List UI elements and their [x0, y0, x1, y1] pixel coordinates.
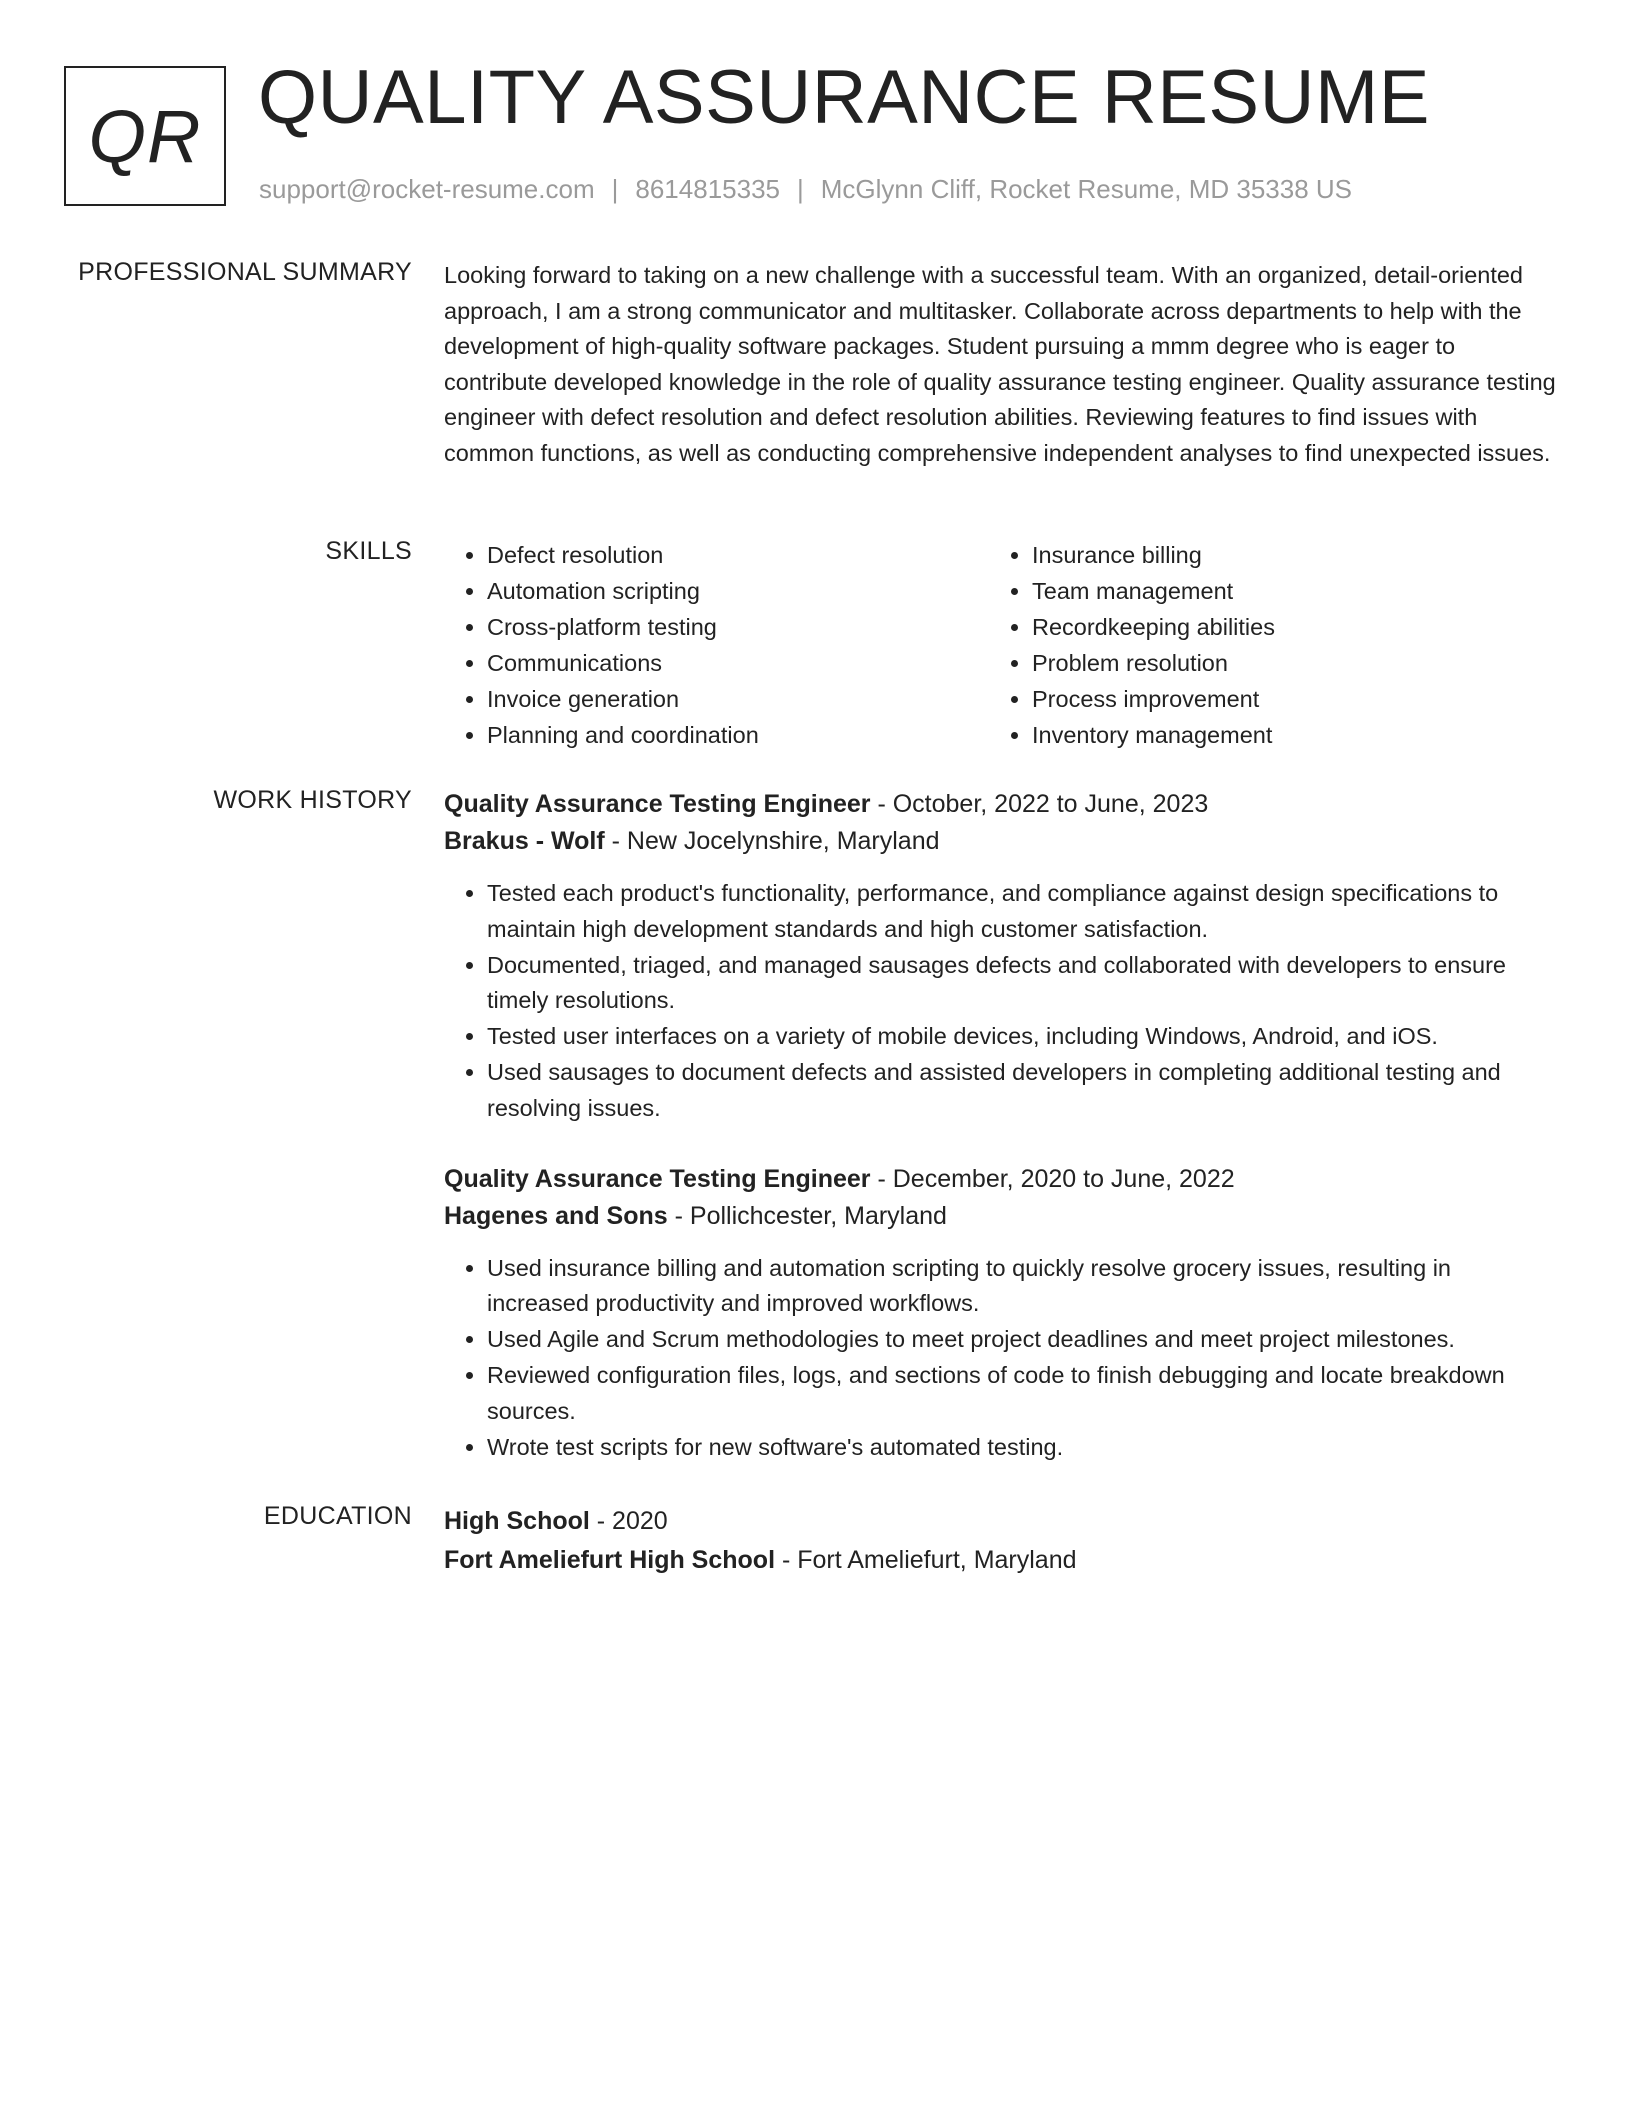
job-company: Hagenes and Sons [444, 1201, 668, 1230]
skill-item: • Defect resolution [487, 537, 989, 573]
job-bullet: • Tested user interfaces on a variety of mobile devices, including Windows, Android, and iOS. [487, 1019, 1556, 1055]
job-dates: - October, 2022 to June, 2023 [870, 790, 1209, 818]
skills-list [444, 537, 1556, 753]
job-company-line [444, 823, 1556, 860]
monogram-text: QR [88, 94, 202, 178]
summary-heading: PROFESSIONAL SUMMARY [78, 258, 412, 286]
job-company-line [444, 1198, 1556, 1235]
contact-line [259, 174, 1352, 205]
job-location: - Pollichcester, Maryland [667, 1201, 947, 1230]
job-title: Quality Assurance Testing Engineer [444, 1164, 871, 1193]
education-entry [444, 1502, 1556, 1580]
job-entry [444, 786, 1556, 1127]
job-bullet: • Used insurance billing and automation scripting to quickly resolve grocery issues, resulting in increased productivity and improved workflows. [487, 1251, 1556, 1323]
job-bullet: • Reviewed configuration files, logs, and sections of code to finish debugging and locate breakdown sources. [487, 1358, 1556, 1430]
job-bullets [444, 1251, 1556, 1466]
job-bullet: • Wrote test scripts for new software's automated testing. [487, 1430, 1556, 1466]
education-year: - 2020 [589, 1507, 668, 1535]
education-degree-line [444, 1502, 1556, 1541]
skill-item: • Cross-platform testing [487, 609, 989, 645]
job-bullet: • Tested each product's functionality, performance, and compliance against design specifications to maintain high development standards and high customer satisfaction. [487, 876, 1556, 948]
skills-column-left [444, 537, 989, 753]
skill-item: • Recordkeeping abilities [1032, 609, 1534, 645]
contact-address: McGlynn Cliff, Rocket Resume, MD 35338 US [820, 174, 1353, 204]
contact-separator: | [611, 174, 619, 204]
skill-item: • Planning and coordination [487, 717, 989, 753]
education-school: Fort Ameliefurt High School [444, 1546, 776, 1574]
job-dates: - December, 2020 to June, 2022 [870, 1164, 1235, 1193]
job-bullet: • Documented, triaged, and managed sausages defects and collaborated with developers to ensure timely resolutions. [487, 948, 1556, 1020]
skill-item: • Problem resolution [1032, 645, 1534, 681]
contact-phone: 8614815335 [635, 174, 780, 204]
job-entry [444, 1161, 1556, 1466]
education-heading: EDUCATION [263, 1502, 412, 1530]
job-location: - New Jocelynshire, Maryland [604, 827, 940, 855]
job-title: Quality Assurance Testing Engineer [444, 790, 871, 818]
education-school-line [444, 1541, 1556, 1580]
contact-separator: | [797, 174, 804, 204]
work-history-heading: WORK HISTORY [213, 786, 412, 814]
summary-text: Looking forward to taking on a new challenge with a successful team. With an organized, detail-oriented approach, I am a strong communicator and multitasker. Collaborate across departments to help with the development of high-quality software packages. Student pursuing a mmm degree who is eager to contribute developed knowledge in the role of quality assurance testing engineer. Quality assurance testing engineer with defect resolution and defect resolution abilities. Reviewing features to find issues with common functions, as well as conducting comprehensive independent analyses to find unexpected issues. [444, 262, 1556, 466]
job-bullets [444, 876, 1556, 1127]
monogram-logo [64, 66, 226, 206]
skill-item: • Communications [487, 645, 989, 681]
education-degree: High School [444, 1507, 590, 1535]
skill-item: • Team management [1032, 573, 1534, 609]
job-bullet: • Used Agile and Scrum methodologies to meet project deadlines and meet project milestones. [487, 1322, 1556, 1358]
resume-title: QUALITY ASSURANCE RESUME [258, 55, 1431, 140]
job-bullet: • Used sausages to document defects and assisted developers in completing additional testing and resolving issues. [487, 1055, 1556, 1127]
skills-column-right [989, 537, 1534, 753]
skill-item: • Inventory management [1032, 717, 1534, 753]
job-title-line [444, 1161, 1556, 1198]
education-location: - Fort Ameliefurt, Maryland [775, 1546, 1077, 1574]
job-company: Brakus - Wolf [444, 827, 605, 855]
skill-item: • Invoice generation [487, 681, 989, 717]
contact-email: support@rocket-resume.com [259, 174, 595, 204]
skill-item: • Insurance billing [1032, 537, 1534, 573]
skill-item: • Automation scripting [487, 573, 989, 609]
work-history-entries [444, 786, 1556, 1465]
skill-item: • Process improvement [1032, 681, 1534, 717]
job-title-line [444, 786, 1556, 823]
skills-heading: SKILLS [325, 537, 412, 565]
